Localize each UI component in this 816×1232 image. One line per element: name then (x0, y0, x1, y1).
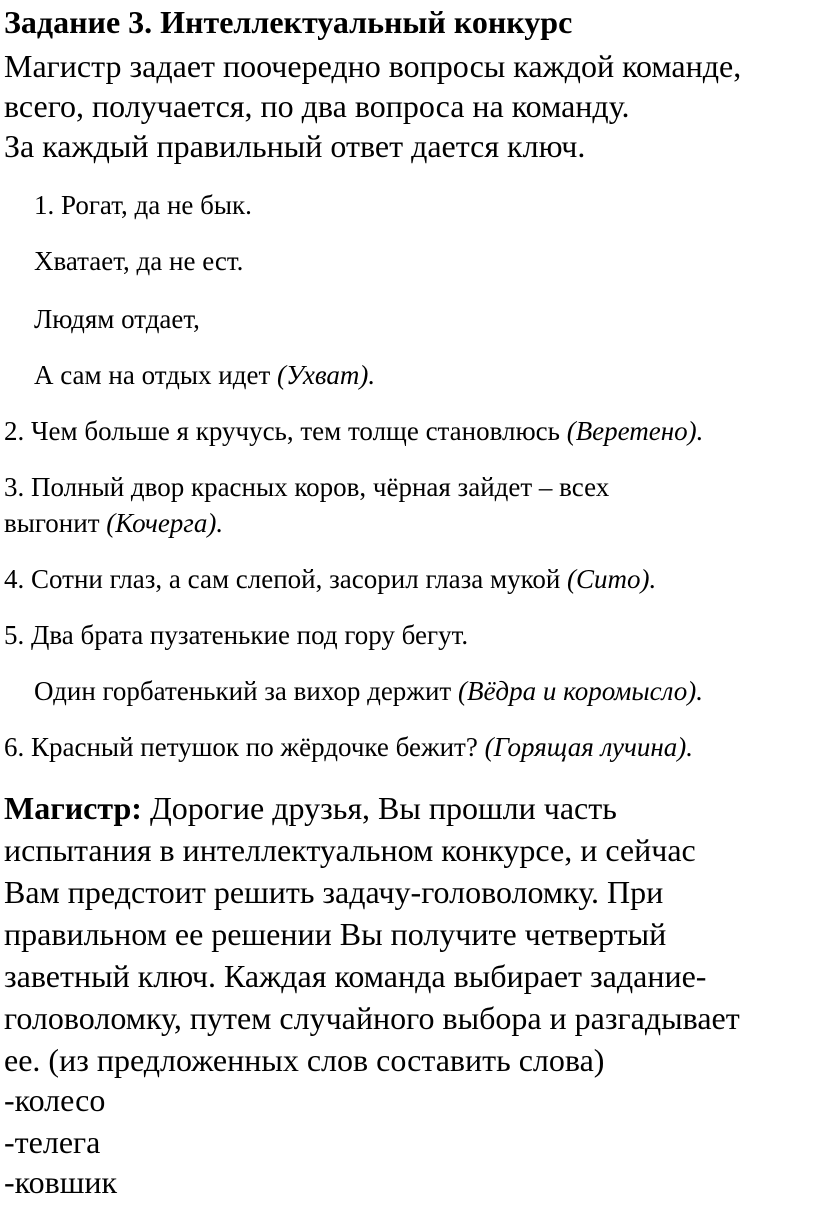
closing-line: Вам предстоит решить задачу-головоломку. При (4, 874, 664, 910)
riddle-1-line: Хватает, да не ест. (34, 246, 244, 276)
closing-line: заветный ключ. Каждая команда выбирает задание- (4, 958, 707, 994)
riddle-6: 6. Красный петушок по жёрдочке бежит? (Горящая лучина). (4, 732, 694, 762)
closing-line: ее. (из предложенных слов составить слова) (4, 1042, 605, 1078)
riddle-1-line: 1. Рогат, да не бык. (34, 190, 252, 220)
riddle-5-answer: (Вёдра и коромысло). (457, 676, 704, 706)
word-item: -телега (4, 1124, 101, 1160)
intro-line: всего, получается, по два вопроса на команду. (4, 88, 630, 124)
riddle-1-line: Людям отдает, (34, 304, 200, 334)
riddle-2-answer: (Веретено). (566, 416, 704, 446)
intro-line: Магистр задает поочередно вопросы каждой команде, (4, 48, 742, 84)
word-item: -ковшик (4, 1164, 117, 1200)
riddle-3-answer: (Кочерга). (106, 508, 224, 538)
task-heading: Задание 3. Интеллектуальный конкурс (4, 4, 573, 40)
word-item: -колесо (4, 1082, 106, 1118)
riddle-5-line: Один горбатенький за вихор держит (Вёдра и коромысло). (34, 676, 704, 706)
speaker-label: Магистр: (4, 790, 142, 826)
riddle-5-line: 5. Два брата пузатенькие под гору бегут. (4, 620, 469, 650)
riddle-3-line: выгонит (Кочерга). (4, 508, 224, 538)
riddle-3-line: 3. Полный двор красных коров, чёрная зайдет – всех (4, 472, 610, 502)
riddle-4-answer: (Сито). (567, 564, 657, 594)
closing-line: головоломку, путем случайного выбора и разгадывает (4, 1000, 740, 1036)
intro-line: За каждый правильный ответ дается ключ. (4, 128, 586, 164)
closing-line: испытания в интеллектуальном конкурсе, и сейчас (4, 832, 696, 868)
riddle-2: 2. Чем больше я кручусь, тем толще становлюсь (Веретено). (4, 416, 704, 446)
riddle-1-line: А сам на отдых идет (Ухват). (34, 360, 376, 390)
closing-first-line: Магистр: Дорогие друзья, Вы прошли часть (4, 790, 617, 826)
riddle-4: 4. Сотни глаз, а сам слепой, засорил глаза мукой (Сито). (4, 564, 657, 594)
riddle-1-answer: (Ухват). (277, 360, 376, 390)
riddle-6-answer: (Горящая лучина). (484, 732, 694, 762)
closing-line: правильном ее решении Вы получите четвертый (4, 916, 667, 952)
